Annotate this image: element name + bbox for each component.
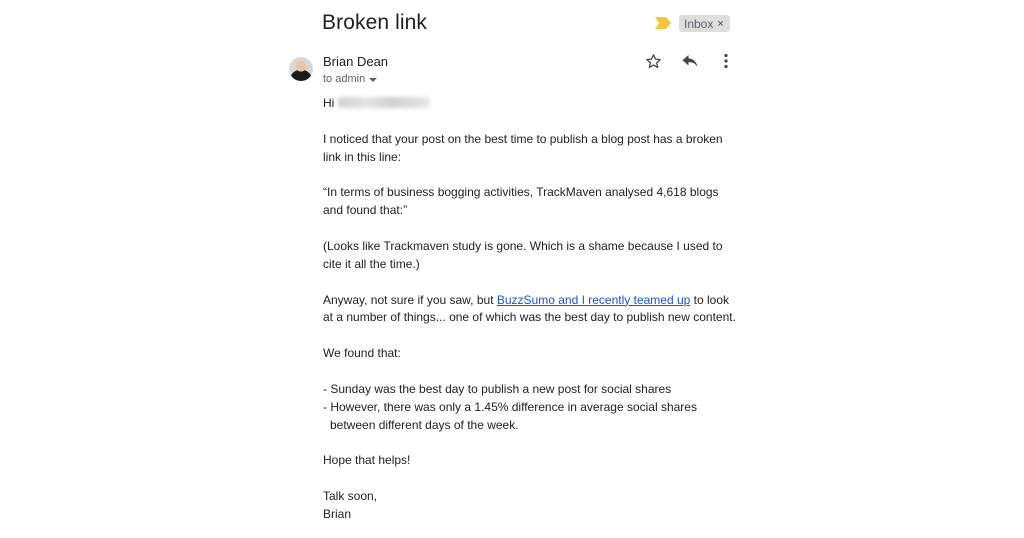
paragraph-line: We found that: — [323, 346, 401, 361]
recipient-text: to admin — [323, 73, 366, 85]
chevron-down-icon[interactable] — [369, 78, 377, 82]
star-button[interactable] — [644, 52, 662, 70]
paragraph-line: Hope that helps! — [323, 453, 411, 468]
paragraph-line: cite it all the time.) — [323, 256, 420, 271]
paragraph-text: Anyway, not sure if you saw, but — [323, 292, 497, 307]
paragraph-line: at a number of things... one of which was the best day to publish new content. — [323, 310, 736, 325]
greeting: Hi — [323, 96, 335, 110]
reply-icon — [681, 53, 699, 69]
redacted-names — [338, 97, 430, 108]
remove-label-icon[interactable]: × — [717, 17, 724, 30]
reply-button[interactable] — [681, 52, 699, 70]
more-options-button[interactable] — [717, 52, 735, 70]
recipient-details[interactable] — [323, 73, 377, 85]
more-vert-icon — [723, 53, 729, 69]
label-chip-inbox — [679, 15, 730, 32]
label-chip-text: Inbox — [684, 16, 714, 31]
email-body — [323, 95, 743, 524]
sender-name: Brian Dean — [323, 54, 389, 69]
greeting-line — [323, 95, 743, 113]
important-marker-icon[interactable] — [655, 17, 671, 29]
buzzsumo-link[interactable]: BuzzSumo and I recently teamed up — [496, 292, 691, 307]
signature: Brian — [323, 506, 352, 521]
paragraph-line: link in this line: — [323, 149, 402, 164]
star-icon — [645, 53, 662, 70]
paragraph-line — [323, 292, 743, 310]
paragraph-line: (Looks like Trackmaven study is gone. Which is a shame because I used to — [323, 238, 723, 253]
quote-line: and found that:” — [323, 203, 408, 218]
list-item: - Sunday was the best day to publish a new post for social shares — [323, 381, 672, 396]
email-subject: Broken link — [322, 11, 427, 34]
quote-line: “In terms of business bogging activities, TrackMaven analysed 4,618 blogs — [323, 185, 719, 200]
list-item: - However, there was only a 1.45% difference in average social shares — [323, 399, 697, 414]
list-item-continuation: between different days of the week. — [330, 417, 519, 432]
paragraph-text: to look — [690, 292, 730, 307]
signoff: Talk soon, — [323, 489, 378, 504]
paragraph-line: I noticed that your post on the best time to publish a blog post has a broken — [323, 131, 723, 146]
avatar[interactable] — [289, 57, 313, 81]
